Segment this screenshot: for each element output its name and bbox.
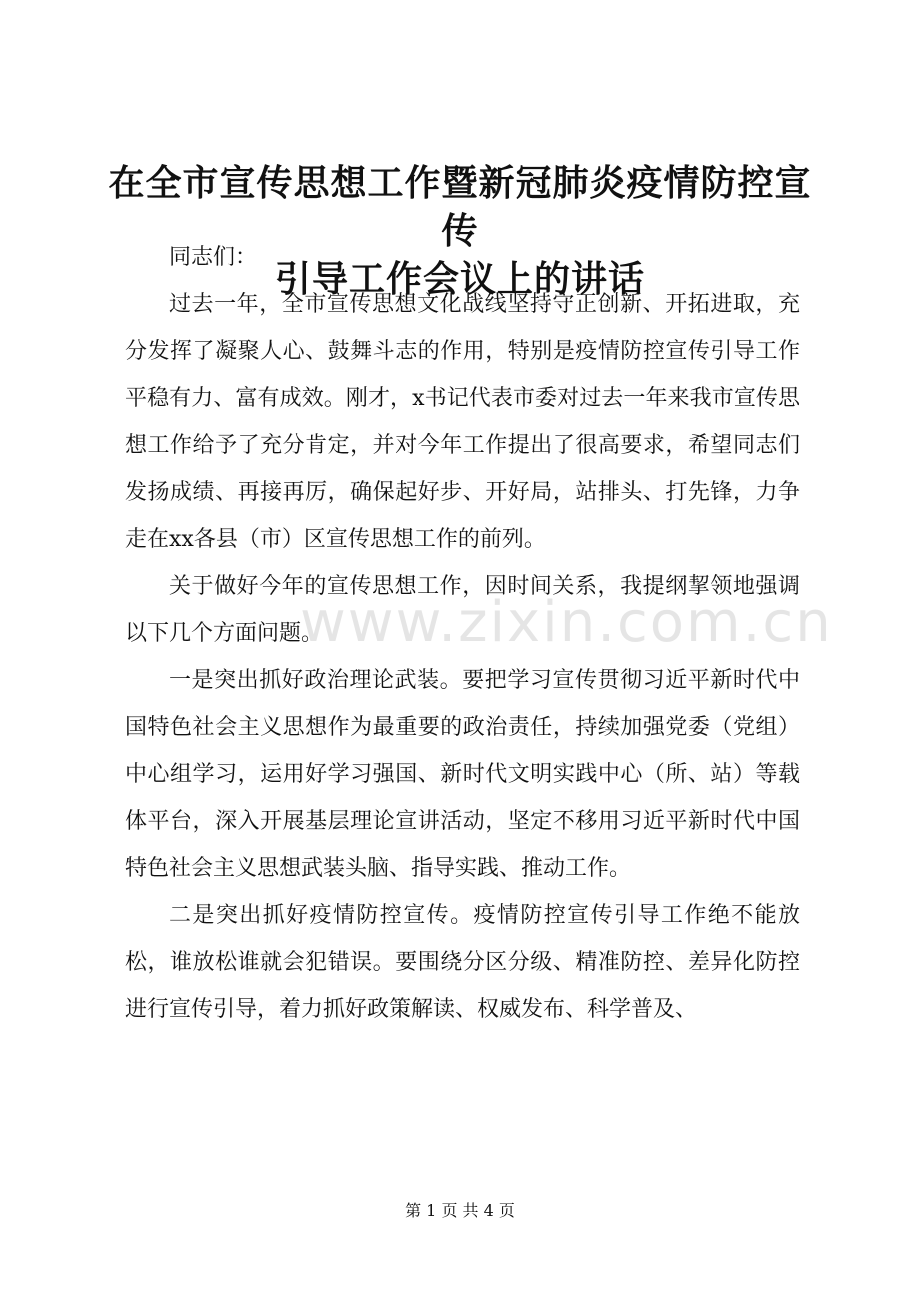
paragraph-4: 二是突出抓好疫情防控宣传。疫情防控宣传引导工作绝不能放松，谁放松谁就会犯错误。要围绕分区分级、精准防控、差异化防控进行宣传引导，着力抓好政策解读、权威发布、科学普及、: [125, 903, 800, 1022]
salutation: 同志们：: [169, 245, 258, 270]
page-footer: 第 1 页 共 4 页: [405, 1201, 515, 1220]
document-body: [125, 234, 800, 1033]
paragraph-2: 关于做好今年的宣传思想工作，因时间关系，我提纲挈领地强调以下几个方面问题。: [125, 574, 800, 646]
paragraph-1: 过去一年，全市宣传思想文化战线坚持守正创新、开拓进取，充分发挥了凝聚人心、鼓舞斗志的作用，特别是疫情防控宣传引导工作平稳有力、富有成效。刚才，x书记代表市委对过去一年来我市宣传思想工作给予了充分肯定，并对今年工作提出了很高要求，希望同志们发扬成绩、再接再厉，确保起好步、开好局，站排头、打先锋，力争走在xx各县（市）区宣传思想工作的前列。: [125, 292, 800, 552]
watermark: www.zixin.com.cn: [300, 590, 833, 655]
title-line-1: 在全市宣传思想工作暨新冠肺炎疫情防控宣传: [108, 163, 812, 252]
title-line-2: 引导工作会议上的讲话: [274, 259, 645, 300]
paragraph-3: 一是突出抓好政治理论武装。要把学习宣传贯彻习近平新时代中国特色社会主义思想作为最重要的政治责任，持续加强党委（党组）中心组学习，运用好学习强国、新时代文明实践中心（所、站）等载体平台，深入开展基层理论宣讲活动，坚定不移用习近平新时代中国特色社会主义思想武装头脑、指导实践、推动工作。: [125, 668, 800, 881]
